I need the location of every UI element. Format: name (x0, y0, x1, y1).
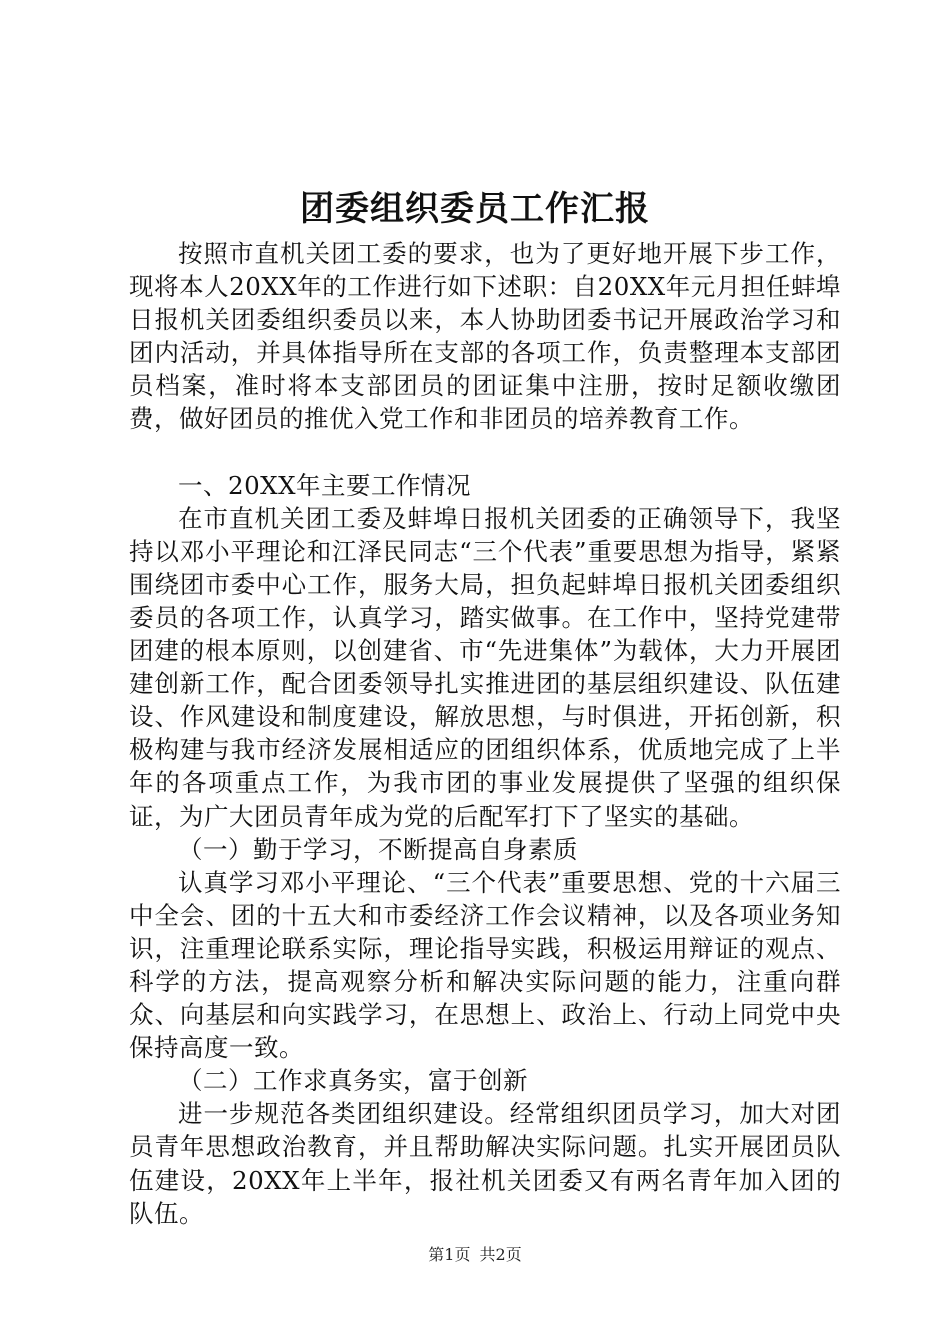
study-paragraph: 认真学习邓小平理论、“三个代表”重要思想、党的十六届三中全会、团的十五大和市委经济工作会议精神，以及各项业务知识，注重理论联系实际，理论指导实践，积极运用辩证的观点、科学的方法，提高观察分析和解决实际问题的能力，注重向群众、向基层和向实践学习，在思想上、政治上、行动上同党中央保持高度一致。 (129, 867, 841, 1063)
page-total: 共2页 (479, 1245, 522, 1264)
page-number: 第1页 (428, 1245, 471, 1264)
page-footer (0, 1243, 950, 1267)
innovation-paragraph: 进一步规范各类团组织建设。经常组织团员学习，加大对团员青年思想政治教育，并且帮助解决实际问题。扎实开展团员队伍建设，20XX年上半年，报社机关团委又有两名青年加入团的队伍。 (129, 1099, 841, 1228)
subheading-study: （一）勤于学习，不断提高自身素质 (178, 834, 578, 864)
subheading-innovation: （二）工作求真务实，富于创新 (178, 1066, 528, 1096)
intro-paragraph: 按照市直机关团工委的要求，也为了更好地开展下步工作，现将本人20XX年的工作进行如下述职：自20XX年元月担任蚌埠日报机关团委组织委员以来，本人协助团委书记开展政治学习和团内活动，并具体指导所在支部的各项工作，负责整理本支部团员档案，准时将本支部团员的团证集中注册，按时足额收缴团费，做好团员的推优入党工作和非团员的培养教育工作。 (129, 239, 841, 434)
document-title: 团委组织委员工作汇报 (300, 189, 650, 229)
document-body (129, 237, 841, 1230)
section-heading-main-work: 一、20XX年主要工作情况 (178, 470, 472, 500)
main-work-paragraph: 在市直机关团工委及蚌埠日报机关团委的正确领导下，我坚持以邓小平理论和江泽民同志“三个代表”重要思想为指导，紧紧围绕团市委中心工作，服务大局，担负起蚌埠日报机关团委组织委员的各项工作，认真学习，踏实做事。在工作中，坚持党建带团建的根本原则，以创建省、市“先进集体”为载体，大力开展团建创新工作，配合团委领导扎实推进团的基层组织建设、队伍建设、作风建设和制度建设，解放思想，与时俱进，开拓创新，积极构建与我市经济发展相适应的团组织体系，优质地完成了上半年的各项重点工作，为我市团的事业发展提供了坚强的组织保证，为广大团员青年成为党的后配军打下了坚实的基础。 (129, 503, 841, 831)
